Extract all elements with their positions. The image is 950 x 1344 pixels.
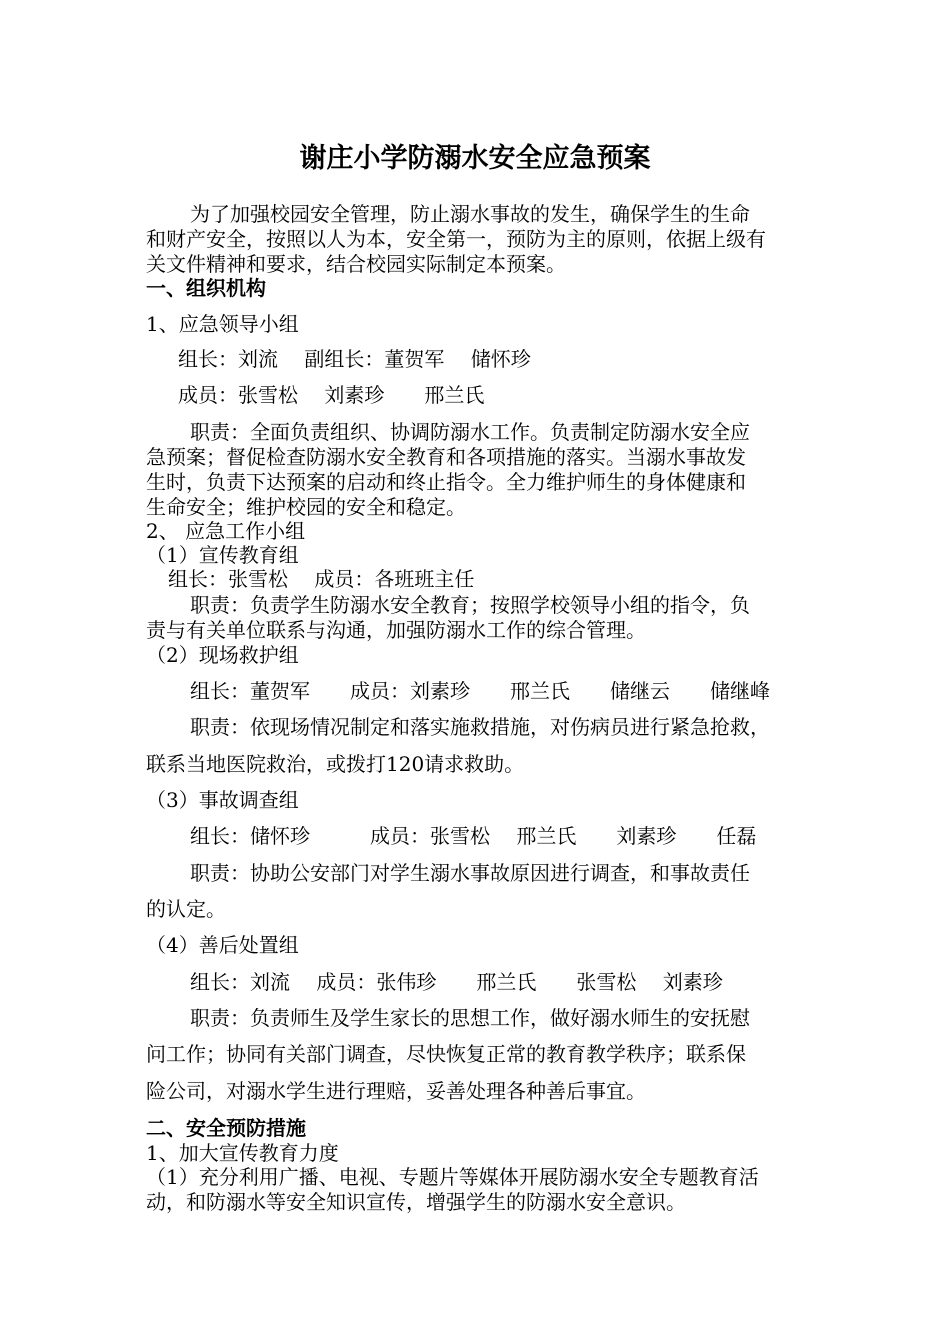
group-heading: （1）宣传教育组 xyxy=(146,543,299,567)
duty-line: 职责：依现场情况制定和落实施救措施，对伤病员进行紧急抢救， xyxy=(190,715,770,739)
leaders-line: 组长：张雪松 成员：各班班主任 xyxy=(168,567,475,591)
duty-line: 职责：负责学生防溺水安全教育；按照学校领导小组的指令，负 xyxy=(190,593,750,617)
members-line: 成员：张雪松 刘素珍 邢兰氏 xyxy=(178,383,485,407)
duty-line: 联系当地医院救治，或拨打120请求救助。 xyxy=(146,752,525,776)
duty-line: 生命安全；维护校园的安全和稳定。 xyxy=(146,495,466,519)
section-heading: 一、组织机构 xyxy=(146,276,266,300)
subsection-heading: 1、应急领导小组 xyxy=(146,312,299,336)
duty-line: 的认定。 xyxy=(146,897,226,921)
intro-line: 关文件精神和要求，结合校园实际制定本预案。 xyxy=(146,252,566,276)
intro-line: 和财产安全，按照以人为本，安全第一，预防为主的原则，依据上级有 xyxy=(146,227,766,251)
item-line: 动，和防溺水等安全知识宣传，增强学生的防溺水安全意识。 xyxy=(146,1190,686,1214)
duty-line: 职责：全面负责组织、协调防溺水工作。负责制定防溺水安全应 xyxy=(190,420,750,444)
group-heading: （2）现场救护组 xyxy=(146,643,299,667)
leaders-line: 组长：储怀珍 成员：张雪松 邢兰氏 刘素珍 任磊 xyxy=(190,824,757,848)
duty-line: 职责：协助公安部门对学生溺水事故原因进行调查，和事故责任 xyxy=(190,861,750,885)
intro-line: 为了加强校园安全管理，防止溺水事故的发生，确保学生的生命 xyxy=(190,202,750,226)
document-title: 谢庄小学防溺水安全应急预案 xyxy=(299,143,651,174)
duty-line: 责与有关单位联系与沟通，加强防溺水工作的综合管理。 xyxy=(146,618,646,642)
duty-line: 生时，负责下达预案的启动和终止指令。全力维护师生的身体健康和 xyxy=(146,470,746,494)
leaders-line: 组长：刘流 成员：张伟珍 邢兰氏 张雪松 刘素珍 xyxy=(190,970,723,994)
group-heading: （4）善后处置组 xyxy=(146,933,299,957)
item-line: （1）充分利用广播、电视、专题片等媒体开展防溺水安全专题教育活 xyxy=(146,1165,759,1189)
duty-line: 问工作；协同有关部门调查，尽快恢复正常的教育教学秩序；联系保 xyxy=(146,1042,746,1066)
subsection-heading: 2、 应急工作小组 xyxy=(146,519,306,543)
subsection-heading: 1、加大宣传教育力度 xyxy=(146,1141,339,1165)
group-heading: （3）事故调查组 xyxy=(146,788,299,812)
section-heading: 二、安全预防措施 xyxy=(146,1116,306,1140)
duty-line: 险公司，对溺水学生进行理赔，妥善处理各种善后事宜。 xyxy=(146,1079,646,1103)
duty-line: 急预案；督促检查防溺水安全教育和各项措施的落实。当溺水事故发 xyxy=(146,445,746,469)
leaders-line: 组长：刘流 副组长：董贺军 储怀珍 xyxy=(178,347,531,371)
leaders-line: 组长：董贺军 成员：刘素珍 邢兰氏 储继云 储继峰 xyxy=(190,679,770,703)
duty-line: 职责：负责师生及学生家长的思想工作，做好溺水师生的安抚慰 xyxy=(190,1006,750,1030)
